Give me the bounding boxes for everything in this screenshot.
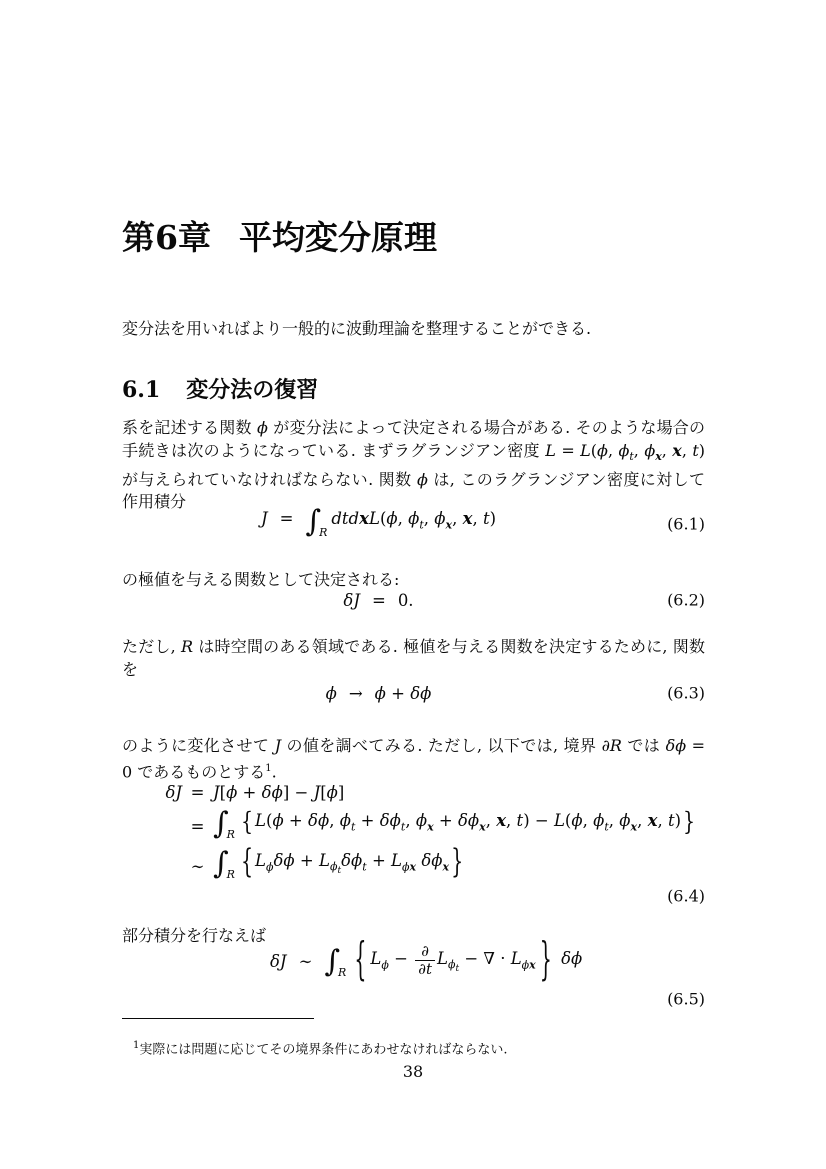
equation-relation: ∼	[190, 856, 205, 876]
equation-6-4-row-1	[122, 780, 705, 805]
equation-6-4-label: (6.4)	[667, 886, 705, 906]
equation-rhs: $\int_R$ { $L_\phi\delta\phi + L_{\phi_t}\delta\phi_t + L_{\phi x}$ $\delta\phi_x$ }	[213, 843, 464, 881]
section-heading	[122, 375, 705, 405]
equation-6-1-label: (6.1)	[667, 514, 705, 534]
equation-6-2-body: δJ = 0.	[343, 590, 414, 610]
chapter-title: 平均変分原理	[238, 218, 437, 258]
equation-6-4	[122, 780, 705, 907]
paragraph-3: ただし, R は時空間のある領域である. 極値を与える関数を決定するために, 関数を	[122, 637, 705, 679]
equation-6-5-row	[122, 934, 705, 988]
equation-6-5-label: (6.5)	[667, 989, 705, 1009]
paragraph-4: のように変化させて J の値を調べてみる. ただし, 以下では, 境界 ∂R では δϕ = 0 であるものとする$^1$.	[122, 736, 705, 782]
paragraph-5: 部分積分を行なえば	[122, 926, 267, 945]
paragraph-2: の極値を与える関数として決定される:	[122, 570, 400, 589]
equation-rhs: $\int_R$ { L(ϕ + δϕ, $\phi_t + \delta\phi_t$, $\phi_x + \delta\phi_x$, x, t) − L(ϕ, $\phi_t$, $\phi_x$, x, t) }	[213, 806, 696, 841]
page-number: 38	[402, 1062, 424, 1081]
equation-6-2	[122, 586, 705, 614]
equation-6-4-row-2	[122, 805, 705, 847]
equation-relation: =	[190, 783, 205, 802]
equation-6-1-body: $J = \int_RdtdxL(\phi$, $\phi_t$, $\phi_x$, x, t)	[260, 504, 497, 539]
equation-6-3-label: (6.3)	[667, 683, 705, 703]
paragraph-1: 系を記述する関数 ϕ が変分法によって決定される場合がある. そのような場合の手続きは次のようになっている. まずラグランジアン密度 L = L(ϕ, $\phi_t$, $\phi_x$, x, t) が与えられていなければならない. 関数 ϕ は, このラグランジアン密度に対して作用積分	[122, 418, 706, 512]
equation-6-3-body: ϕ → ϕ + δϕ	[325, 683, 432, 703]
footnote: $^1$実際には問題に応じてその境界条件にあわせなければならない.	[133, 1040, 508, 1058]
equation-rhs: $\int_R$ { $L_\phi$ − $\frac{\partial}{\partial t}$ $L_{\phi_t}$ − ∇ · $L_{\phi x}$ } δϕ	[324, 934, 583, 986]
equation-6-4-label-row	[122, 885, 705, 907]
equation-lhs: δJ	[270, 951, 287, 971]
equation-relation: ∼	[298, 951, 313, 971]
chapter-number: 第6章	[122, 218, 211, 258]
chapter-heading	[122, 214, 722, 262]
equation-6-5	[122, 934, 705, 1010]
equation-lhs: δJ	[165, 783, 182, 802]
equation-6-5-label-row	[122, 988, 705, 1010]
equation-6-2-label: (6.2)	[667, 590, 705, 610]
equation-6-3	[122, 679, 705, 707]
section-number: 6.1	[122, 377, 161, 404]
intro-paragraph: 変分法を用いればより一般的に波動理論を整理することができる.	[122, 319, 592, 338]
footnote-rule	[122, 1018, 314, 1019]
equation-6-1	[122, 500, 705, 548]
equation-relation: =	[190, 816, 205, 836]
section-title: 変分法の復習	[186, 377, 319, 404]
equation-rhs: J[ϕ + δϕ] − J[ϕ]	[213, 783, 345, 802]
equation-6-4-row-3	[122, 843, 705, 885]
